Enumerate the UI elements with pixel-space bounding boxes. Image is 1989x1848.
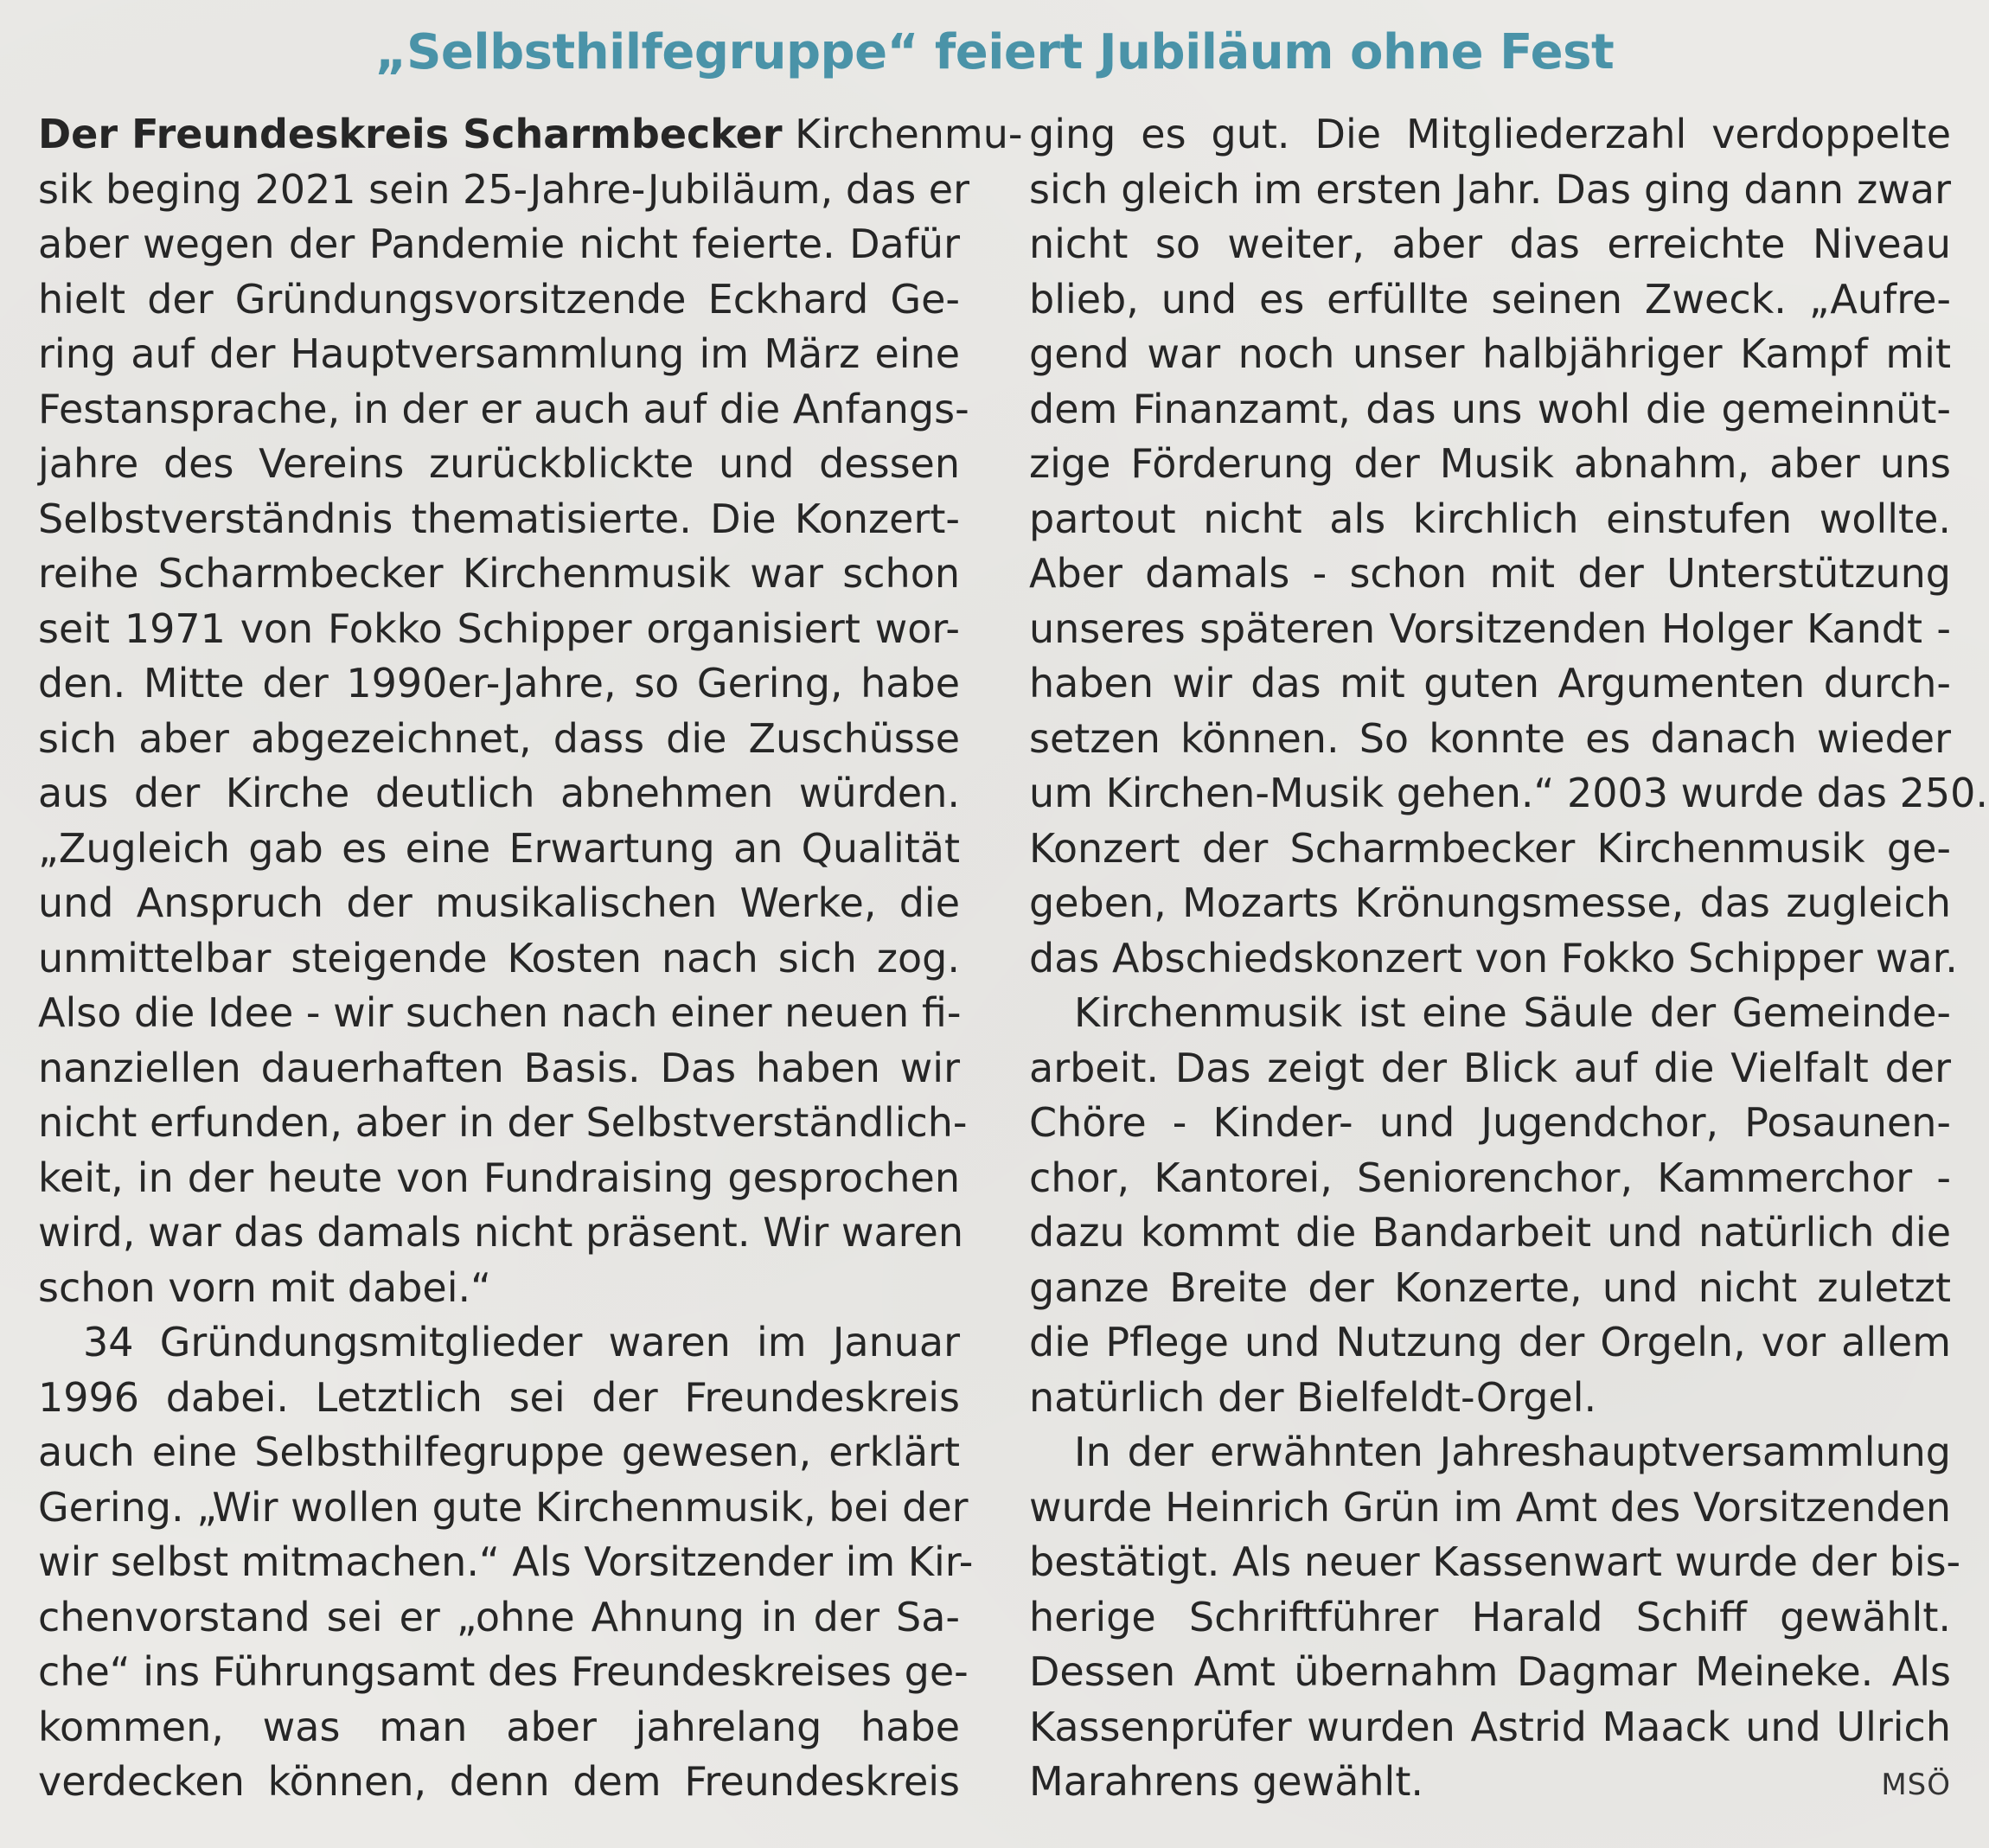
article-line: haben wir das mit guten Argumenten durch-	[1029, 660, 1951, 707]
article-line: setzen können. So konnte es danach wieder	[1029, 714, 1951, 762]
article-line: In der erwähnten Jahreshauptversammlung	[1074, 1429, 1951, 1475]
article-line: verdecken können, denn dem Freundeskreis	[38, 1758, 960, 1805]
article-line: wurde Heinrich Grün im Amt des Vorsitzenden	[1029, 1483, 1951, 1531]
article-line: den. Mitte der 1990er-Jahre, so Gering, habe	[38, 660, 960, 707]
article-line: Aber damals - schon mit der Unterstützung	[1029, 550, 1951, 597]
article-line: ganze Breite der Konzerte, und nicht zuletzt	[1029, 1263, 1951, 1311]
article-line: schon vorn mit dabei.“	[38, 1263, 491, 1311]
article-line: auch eine Selbsthilfegruppe gewesen, erklärt	[38, 1429, 960, 1475]
article-line: unseres späteren Vorsitzenden Holger Kandt -	[1029, 604, 1951, 652]
article-line: chor, Kantorei, Seniorenchor, Kammerchor -	[1029, 1154, 1951, 1201]
article-line: partout nicht als kirchlich einstufen wollte.	[1029, 495, 1951, 542]
article-line: herige Schriftführer Harald Schiff gewählt.	[1029, 1593, 1951, 1640]
article-column-left	[38, 107, 1023, 1810]
article-line: Selbstverständnis thematisierte. Die Konzert-	[38, 495, 960, 542]
article-line: sich gleich im ersten Jahr. Das ging dann zwar	[1029, 165, 1951, 213]
article-line: geben, Mozarts Krönungsmesse, das zugleich	[1029, 879, 1951, 926]
article-line: natürlich der Bielfeldt-Orgel.	[1029, 1373, 1597, 1421]
article-line: Chöre - Kinder- und Jugendchor, Posaunen-	[1029, 1099, 1951, 1146]
article-line: aus der Kirche deutlich abnehmen würden.	[38, 770, 960, 816]
article-line: hielt der Gründungsvorsitzende Eckhard Ge-	[38, 275, 960, 323]
article-line: um Kirchen-Musik gehen.“ 2003 wurde das 250.	[1029, 770, 1989, 816]
author-initials: MSÖ	[1881, 1768, 1951, 1802]
article-line: wir selbst mitmachen.“ Als Vorsitzender im Kir-	[38, 1538, 974, 1585]
article-line: che“ ins Führungsamt des Freundeskreises ge-	[38, 1648, 969, 1695]
article-line: nicht erfunden, aber in der Selbstverständlich-	[38, 1099, 968, 1146]
article-line: sich aber abgezeichnet, dass die Zuschüsse	[38, 714, 960, 762]
article-line: aber wegen der Pandemie nicht feierte. Dafür	[38, 221, 960, 267]
article-line: bestätigt. Als neuer Kassenwart wurde der bis-	[1029, 1538, 1961, 1585]
article-line: die Pflege und Nutzung der Orgeln, vor allem	[1029, 1319, 1951, 1365]
article-line: dazu kommt die Bandarbeit und natürlich die	[1029, 1209, 1951, 1256]
article-line: 34 Gründungsmitglieder waren im Januar	[83, 1319, 960, 1365]
article-line: dem Finanzamt, das uns wohl die gemeinnüt-	[1029, 385, 1951, 432]
article-line: ging es gut. Die Mitgliederzahl verdoppelte	[1029, 111, 1951, 157]
article-line: nanziellen dauerhaften Basis. Das haben wir	[38, 1044, 960, 1091]
article-line: keit, in der heute von Fundraising gesprochen	[38, 1154, 960, 1201]
article-line: unmittelbar steigende Kosten nach sich zog.	[38, 934, 960, 982]
article-line: „Zugleich gab es eine Erwartung an Qualität	[38, 824, 960, 872]
article-line: Der Freundeskreis Scharmbecker Kirchenmu-	[38, 111, 1023, 157]
article-line: Gering. „Wir wollen gute Kirchenmusik, bei der	[38, 1483, 969, 1531]
article-line: Also die Idee - wir suchen nach einer neuen fi-	[38, 989, 962, 1036]
article-line: gend war noch unser halbjähriger Kampf mit	[1029, 330, 1951, 377]
article-line: nicht so weiter, aber das erreichte Niveau	[1029, 221, 1951, 267]
article-line: Kassenprüfer wurden Astrid Maack und Ulrich	[1029, 1703, 1951, 1750]
article-line: und Anspruch der musikalischen Werke, die	[38, 879, 960, 926]
article-line: blieb, und es erfüllte seinen Zweck. „Aufre-	[1029, 275, 1951, 323]
article-line: 1996 dabei. Letztlich sei der Freundeskreis	[38, 1373, 960, 1421]
article-line: wird, war das damals nicht präsent. Wir waren	[38, 1209, 964, 1256]
article-column-right	[1029, 107, 1989, 1810]
article-line: Marahrens gewählt.	[1029, 1758, 1423, 1805]
article-line: das Abschiedskonzert von Fokko Schipper war.	[1029, 934, 1958, 982]
article-headline: „Selbsthilfegruppe“ feiert Jubiläum ohne Fest	[374, 24, 1615, 80]
article-line: jahre des Vereins zurückblickte und dessen	[38, 440, 960, 487]
article-line: arbeit. Das zeigt der Blick auf die Vielfalt der	[1029, 1044, 1951, 1091]
article-line: zige Förderung der Musik abnahm, aber uns	[1029, 440, 1951, 487]
article-line: ring auf der Hauptversammlung im März eine	[38, 330, 960, 377]
article-line: chenvorstand sei er „ohne Ahnung in der Sa-	[38, 1593, 960, 1640]
article-line: Festansprache, in der er auch auf die Anfangs-	[38, 385, 969, 432]
article-line: Konzert der Scharmbecker Kirchenmusik ge-	[1029, 824, 1951, 872]
article-line: sik beging 2021 sein 25-Jahre-Jubiläum, das er	[38, 165, 970, 213]
article-lead: Der Freundeskreis Scharmbecker	[38, 111, 783, 157]
article-line: reihe Scharmbecker Kirchenmusik war schon	[38, 550, 960, 597]
article-line: kommen, was man aber jahrelang habe	[38, 1703, 960, 1750]
article-line: Kirchenmusik ist eine Säule der Gemeinde-	[1074, 989, 1951, 1036]
article-line: seit 1971 von Fokko Schipper organisiert wor-	[38, 604, 960, 652]
article-line: Dessen Amt übernahm Dagmar Meineke. Als	[1029, 1648, 1951, 1695]
